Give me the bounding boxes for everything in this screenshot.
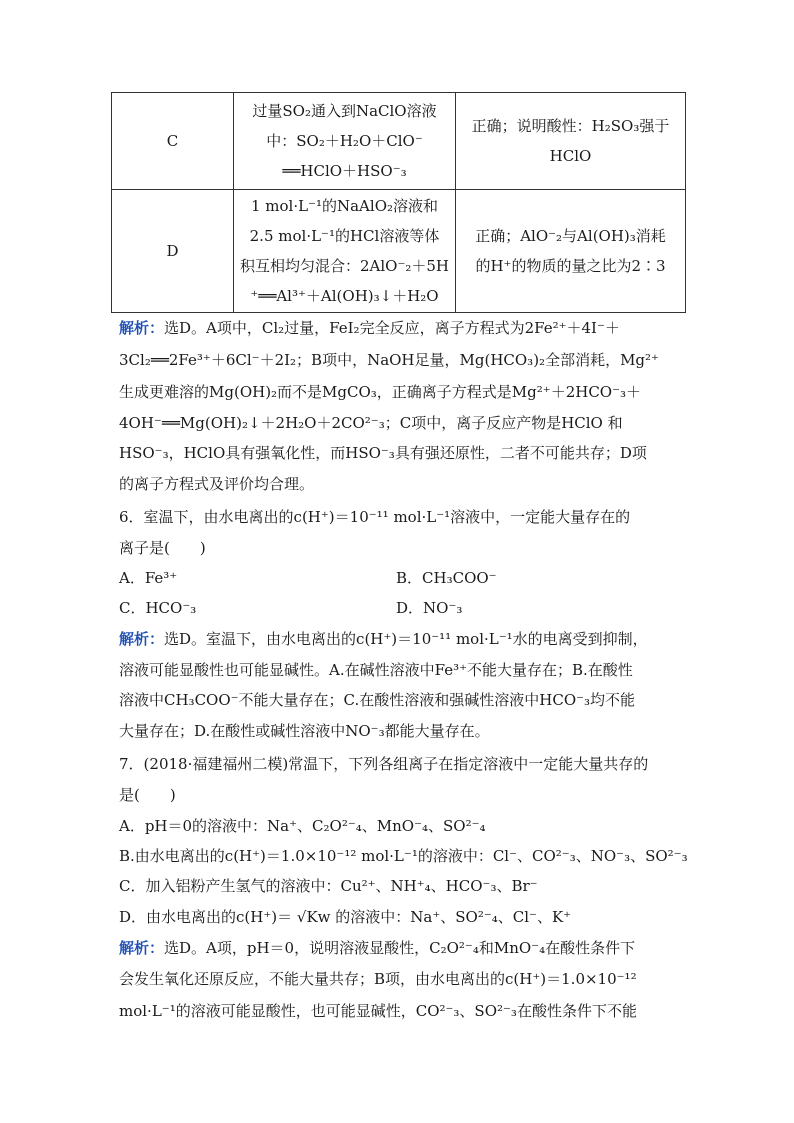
question-stem: 离子是( ) (119, 539, 206, 557)
table-row (112, 190, 686, 313)
option-row (119, 568, 679, 588)
analysis-text: 选D。室温下，由水电离出的c(H⁺)＝10⁻¹¹ mol·L⁻¹水的电离受到抑制， (164, 630, 648, 648)
equation-line: 2.5 mol·L⁻¹的HCl溶液等体 (249, 227, 440, 245)
equation-line: 中：SO₂＋H₂O＋ClO⁻ (266, 132, 423, 150)
question-stem: 7．(2018·福建福州二模)常温下，下列各组离子在指定溶液中一定能大量共存的 (119, 755, 649, 773)
options-table (111, 92, 686, 313)
analysis-line (119, 629, 679, 649)
option-b: B.由水电离出的c(H⁺)＝1.0×10⁻¹² mol·L⁻¹的溶液中：Cl⁻、CO²⁻₃、NO⁻₃、SO²⁻₃ (119, 847, 688, 865)
analysis-line (119, 938, 679, 958)
option-c: C．HCO⁻₃ (119, 599, 197, 617)
question-stem: 6．室温下，由水电离出的c(H⁺)＝10⁻¹¹ mol·L⁻¹溶液中，一定能大量存在的 (119, 508, 631, 526)
analysis-line: 的离子方程式及评价均合理。 (119, 475, 315, 493)
equation-line: 1 mol·L⁻¹的NaAlO₂溶液和 (250, 197, 439, 215)
analysis-line: 大量存在；D.在酸性或碱性溶液中NO⁻₃都能大量存在。 (119, 722, 490, 740)
analysis-line: 会发生氧化还原反应，不能大量共存；B项，由水电离出的c(H⁺)＝1.0×10⁻¹² (119, 970, 637, 988)
table-row (112, 93, 686, 190)
analysis-line: 4OH⁻══Mg(OH)₂↓＋2H₂O＋2CO²⁻₃；C项中，离子反应产物是HClO 和 (119, 414, 623, 432)
analysis-line: 溶液中CH₃COO⁻不能大量存在；C.在酸性溶液和强碱性溶液中HCO⁻₃均不能 (119, 691, 636, 709)
analysis-tag: 解析： (119, 939, 165, 957)
analysis-line (119, 318, 679, 338)
evaluation-line: 正确；说明酸性：H₂SO₃强于 (471, 117, 670, 135)
option-a: A．pH＝0的溶液中：Na⁺、C₂O²⁻₄、MnO⁻₄、SO²⁻₄ (119, 817, 486, 835)
analysis-line: 溶液可能显酸性也可能显碱性。A.在碱性溶液中Fe³⁺不能大量存在；B.在酸性 (119, 661, 633, 679)
evaluation-line: 正确；AlO⁻₂与Al(OH)₃消耗 (475, 227, 666, 245)
equation-line: 积互相均匀混合：2AlO⁻₂＋5H (239, 257, 450, 275)
row-label: D (112, 190, 234, 313)
analysis-line: 生成更难溶的Mg(OH)₂而不是MgCO₃，正确离子方程式是Mg²⁺＋2HCO⁻₃＋ (119, 383, 642, 401)
option-d: D．NO⁻₃ (396, 599, 463, 617)
equation-line: 过量SO₂通入到NaClO溶液 (252, 102, 437, 120)
evaluation-line: 的H⁺的物质的量之比为2∶3 (475, 257, 666, 275)
evaluation-cell (456, 93, 686, 190)
option-a: A．Fe³⁺ (119, 569, 178, 587)
evaluation-cell (456, 190, 686, 313)
analysis-line: HSO⁻₃，HClO具有强氧化性，而HSO⁻₃具有强还原性，二者不可能共存；D项 (119, 444, 647, 462)
equation-cell (234, 93, 456, 190)
option-b: B．CH₃COO⁻ (396, 569, 497, 587)
equation-cell (234, 190, 456, 313)
question-stem: 是( ) (119, 786, 176, 804)
option-c: C．加入铝粉产生氢气的溶液中：Cu²⁺、NH⁺₄、HCO⁻₃、Br⁻ (119, 877, 538, 895)
option-row (119, 598, 679, 618)
option-d: D．由水电离出的c(H⁺)＝ √Kw 的溶液中：Na⁺、SO²⁻₄、Cl⁻、K⁺ (119, 908, 572, 926)
analysis-text: 选D。A项，pH＝0，说明溶液显酸性，C₂O²⁻₄和MnO⁻₄在酸性条件下 (164, 939, 636, 957)
analysis-tag: 解析： (119, 319, 165, 337)
row-label: C (112, 93, 234, 190)
equation-line: ⁺══Al³⁺＋Al(OH)₃↓＋H₂O (250, 287, 439, 305)
analysis-text: 选D。A项中，Cl₂过量，FeI₂完全反应，离子方程式为2Fe²⁺＋4I⁻＋ (164, 319, 620, 337)
analysis-line: 3Cl₂══2Fe³⁺＋6Cl⁻＋2I₂；B项中，NaOH足量，Mg(HCO₃)₂全部消耗，Mg²⁺ (119, 351, 659, 369)
analysis-line: mol·L⁻¹的溶液可能显酸性，也可能显碱性，CO²⁻₃、SO²⁻₃在酸性条件下不能 (119, 1002, 637, 1020)
equation-line: ══HClO＋HSO⁻₃ (282, 162, 407, 180)
analysis-tag: 解析： (119, 630, 165, 648)
evaluation-line: HClO (549, 147, 592, 165)
